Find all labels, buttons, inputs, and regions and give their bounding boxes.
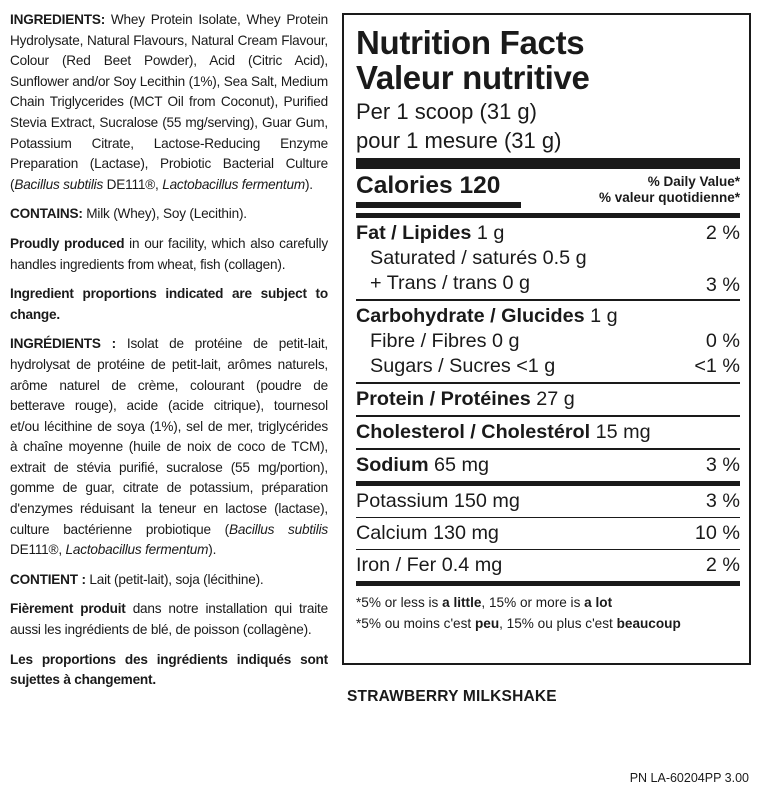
sodium-row: Sodium 65 mg 3 % — [356, 454, 740, 476]
calories-underline — [356, 202, 521, 208]
trans-row: + Trans / trans 0 g — [370, 272, 530, 294]
potassium-group — [356, 486, 740, 517]
ingredients-column — [10, 10, 328, 700]
saturated-trans-pct: 3 % — [705, 274, 740, 296]
contains-en: CONTAINS: Milk (Whey), Soy (Lecithin). — [10, 206, 247, 222]
daily-value-header: % Daily Value* % valeur quotidienne* — [598, 174, 740, 205]
carb-group — [356, 301, 740, 382]
cholesterol-row: Cholesterol / Cholestérol 15 mg — [356, 421, 651, 443]
protein-group — [356, 384, 740, 415]
proportions-en: Ingredient proportions indicated are subject to change. — [10, 286, 328, 322]
serving-size-en: Per 1 scoop (31 g) — [356, 99, 537, 124]
fibre-row: Fibre / Fibres 0 g 0 % — [370, 330, 740, 352]
fat-row: Fat / Lipides 1 g 2 % — [356, 222, 740, 244]
calories-label: Calories 120 — [356, 172, 501, 199]
protein-row: Protein / Protéines 27 g — [356, 388, 575, 410]
facility-en: Proudly produced in our facility, which also carefully handles ingredients from wheat, fish (collagen). — [10, 235, 328, 272]
potassium-row: Potassium 150 mg 3 % — [356, 490, 740, 512]
ingredients-fr: INGRÉDIENTS : Isolat de protéine de petit-lait, hydrolysat de protéine de petit-lait, arômes naturels, arôme naturel de crème, colourant (poudre de betterave rouge), acide (acide citrique), tournesol et/ou lécithine de soya (1%), sel de mer, triglycérides à chaîne moyenne (huile de noix de coco de TCM), extrait de stévia purifié, sucralose (55 mg/portion), gomme de guar, citrate de potassium, préparation d'enzymes réduisant la teneur en lactose (lactase), culture bactérienne probiotique (Bacillus subtilis DE111®, Lactobacillus fermentum). — [10, 336, 328, 558]
calories-row — [356, 169, 740, 213]
sodium-group — [356, 450, 740, 481]
footnote-fr: *5% ou moins c'est peu, 15% ou plus c'est beaucoup — [356, 616, 681, 631]
calcium-row: Calcium 130 mg 10 % — [356, 522, 740, 544]
saturated-row: Saturated / saturés 0.5 g — [370, 247, 587, 269]
iron-group — [356, 550, 740, 581]
contains-fr: CONTIENT : Lait (petit-lait), soja (lécithine). — [10, 571, 264, 587]
nutrition-facts-panel — [342, 13, 751, 665]
part-number: PN LA-60204PP 3.00 — [629, 771, 749, 785]
nutrition-title-fr: Valeur nutritive — [356, 59, 590, 96]
ingredients-en: INGREDIENTS: Whey Protein Isolate, Whey Protein Hydrolysate, Natural Flavours, Natural Cream Flavour, Colour (Red Beet Powder), Acid (Citric Acid), Sunflower and/or Soy Lecithin (1%), Sea Salt, Medium Chain Triglycerides (MCT Oil from Coconut), Purified Stevia Extract, Sucralose (55 mg/serving), Guar Gum, Potassium Citrate, Lactose-Reducing Enzyme Preparation (Lactase), Probiotic Bacterial Culture (Bacillus subtilis DE111®, Lactobacillus fermentum). — [10, 12, 328, 192]
proportions-fr: Les proportions des ingrédients indiqués sont sujettes à changement. — [10, 651, 328, 688]
cholesterol-group — [356, 417, 740, 448]
sugars-row: Sugars / Sucres <1 g <1 % — [370, 355, 740, 377]
carb-row: Carbohydrate / Glucides 1 g — [356, 305, 618, 327]
footnote-en: *5% or less is a little, 15% or more is a lot — [356, 595, 613, 610]
iron-row: Iron / Fer 0.4 mg 2 % — [356, 554, 740, 576]
thick-divider — [356, 158, 740, 169]
fat-group — [356, 218, 740, 299]
nutrition-title-en: Nutrition Facts — [356, 24, 585, 61]
serving-size-fr: pour 1 mesure (31 g) — [356, 128, 562, 153]
footnote — [356, 586, 740, 634]
product-name: STRAWBERRY MILKSHAKE — [347, 688, 557, 705]
facility-fr: Fièrement produit dans notre installation qui traite aussi les ingrédients de blé, de poisson (collagène). — [10, 601, 328, 638]
calcium-group — [356, 518, 740, 549]
